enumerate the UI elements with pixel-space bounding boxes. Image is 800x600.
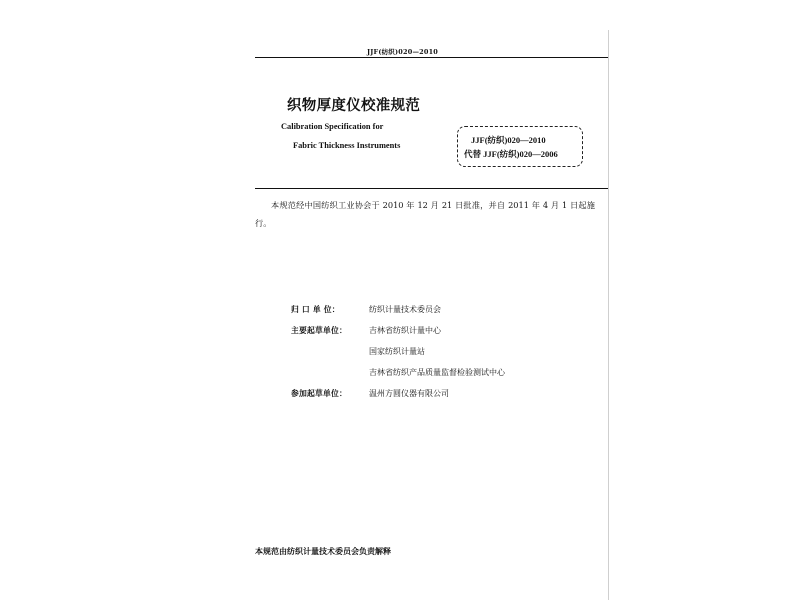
unit-value: 纺织计量技术委员会 (369, 305, 441, 314)
header-rule (255, 57, 609, 58)
section-rule (255, 188, 609, 189)
document-title-english-line1: Calibration Specification for (281, 122, 384, 131)
unit-row-main-drafter-3 (291, 367, 505, 388)
unit-value: 国家纺织计量站 (369, 347, 425, 356)
interpretation-note: 本规范由纺织计量技术委员会负责解释 (255, 547, 391, 556)
document-page (196, 30, 609, 600)
document-title-english-line2: Fabric Thickness Instruments (293, 141, 401, 150)
unit-row-main-drafter-2 (291, 346, 505, 367)
unit-label: 参加起草单位： (291, 389, 347, 398)
unit-label: 主要起草单位： (291, 326, 347, 335)
standard-code-current: JJF(纺织)020—2010 (471, 135, 546, 145)
unit-value: 吉林省纺织产品质量监督检验测试中心 (369, 368, 505, 377)
unit-label: 归 口 单 位： (291, 305, 340, 314)
unit-value: 吉林省纺织计量中心 (369, 326, 441, 335)
header-standard-code: JJF(纺织)020—2010 (366, 48, 439, 56)
document-title-chinese: 织物厚度仪校准规范 (287, 97, 421, 114)
standard-code-box (457, 126, 583, 167)
unit-row-participating-drafter (291, 388, 505, 409)
unit-value: 温州方圆仪器有限公司 (369, 389, 449, 398)
approval-statement: 本规范经中国纺织工业协会于 2010 年 12 月 21 日批准，并自 2011 年 4 月 1 日起施行。 (255, 200, 595, 228)
unit-row-responsible (291, 304, 505, 325)
standard-code-replaces: 代替 JJF(纺织)020—2006 (464, 149, 558, 159)
unit-row-main-drafter (291, 325, 505, 346)
drafting-units-list (291, 304, 505, 409)
page-edge-shadow (608, 30, 609, 600)
